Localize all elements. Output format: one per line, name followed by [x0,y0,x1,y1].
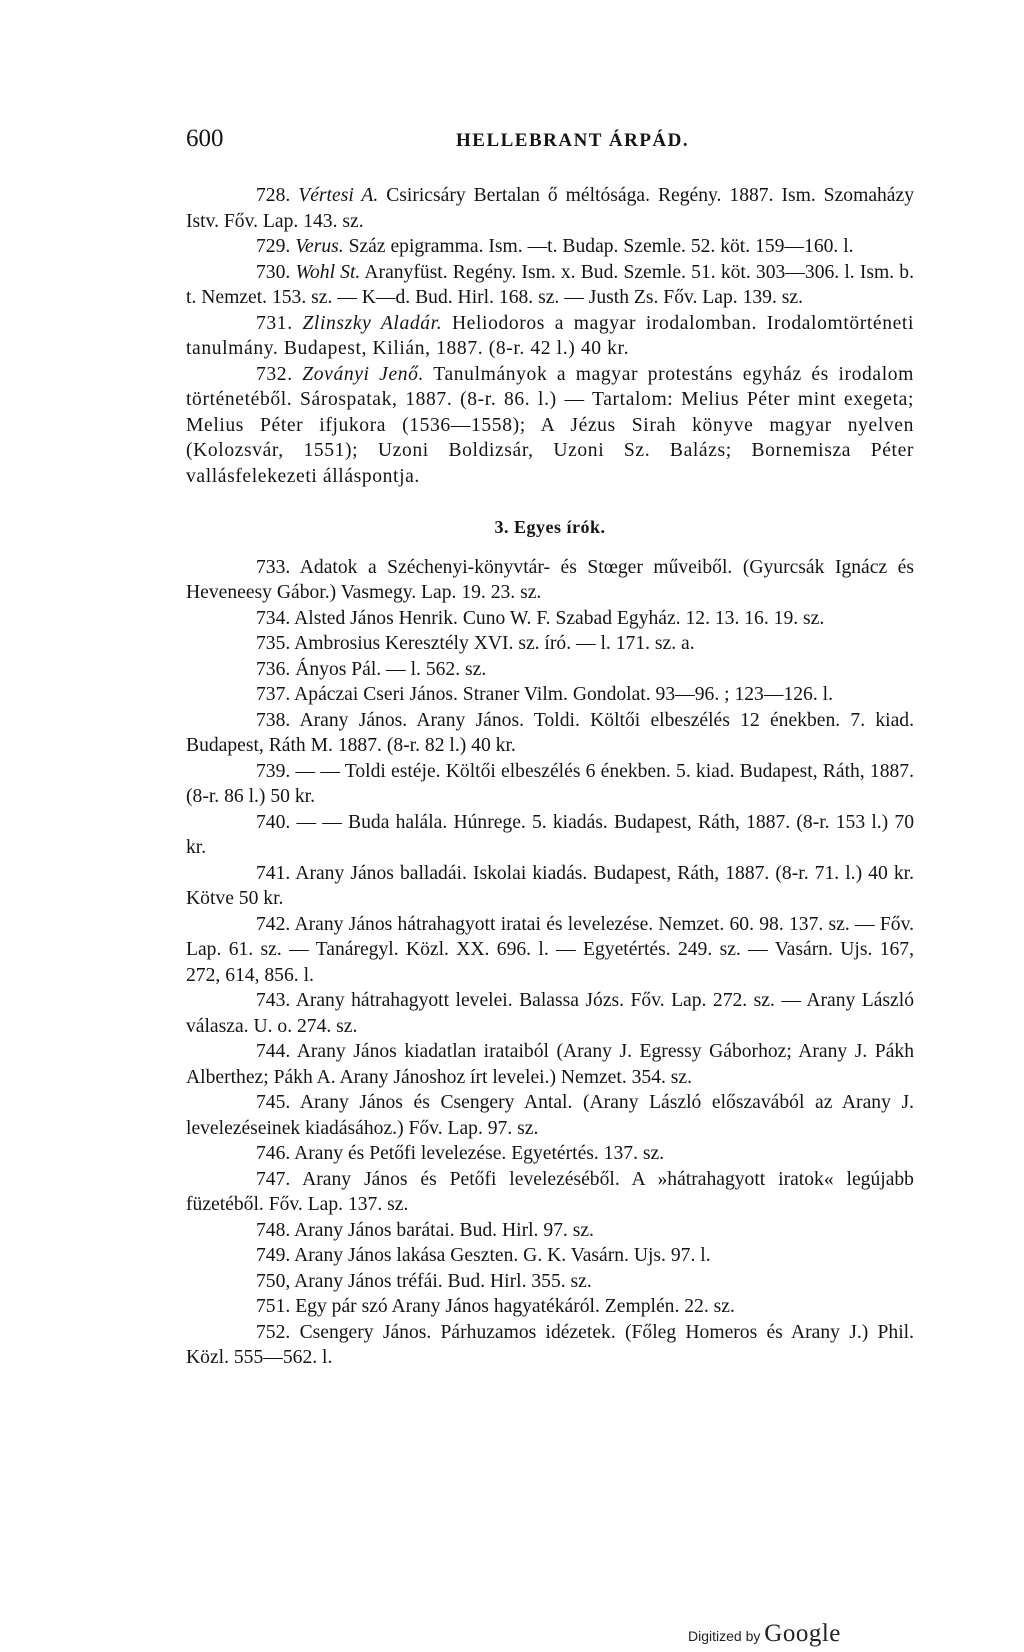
entry-732 [186,362,914,490]
entry-number: 730. [256,261,291,283]
entry-text: — — Buda halála. Húnrege. 5. kiadás. Budapest, Ráth, 1887. (8-r. 153 l.) 70 kr. [186,811,914,858]
entry-text: Csengery János. Párhuzamos idézetek. (Főleg Homeros és Arany J.) Phil. Közl. 555—562. l. [186,1321,914,1368]
entry-number: 743. [256,990,291,1011]
entry-735 [186,631,914,657]
entry-author: Zlinszky Aladár. [302,312,443,334]
entry-number: 747. [256,1168,291,1190]
entry-text: Heliodoros a magyar irodalomban. Irodalomtörténeti tanulmány. Budapest, Kilián, 1887. (8-r. 42 l.) 40 kr. [186,312,915,359]
entry-739 [186,759,914,810]
entry-author: Vértesi A. [298,185,379,206]
entry-740 [186,810,914,861]
entry-text: Arany János balladái. Iskolai kiadás. Budapest, Ráth, 1887. (8-r. 71. l.) 40 kr. Kötve 50 kr. [186,862,914,909]
entry-text: Adatok a Széchenyi-könyvtár- és Stœger műveiből. (Gyurcsák Ignácz és Heveneesy Gábor.) Vasmegy. Lap. 19. 23. sz. [186,556,914,603]
page-header [186,125,886,157]
entry-text: Arany János kiadatlan irataiból (Arany J. Egressy Gáborhoz; Arany J. Pákh Alberthez; Pákh A. Arany Jánoshoz írt levelei.) Nemzet. 354. sz. [186,1041,914,1088]
entry-text: Apáczai Cseri János. Straner Vilm. Gondolat. 93—96. ; 123—126. l. [294,684,833,705]
entry-author: Wohl St. [295,261,361,283]
entry-number: 744. [256,1041,291,1062]
entry-text: Arany hátrahagyott levelei. Balassa Józs. Főv. Lap. 272. sz. — Arany László válasza. U. o. 274. sz. [186,990,914,1037]
entry-number: 752. [256,1321,291,1343]
entry-730 [186,260,914,311]
entry-747 [186,1167,914,1218]
entry-number: 749. [256,1245,291,1266]
entry-text: Arany János hátrahagyott iratai és levelezése. Nemzet. 60. 98. 137. sz. — Főv. Lap. 61. sz. — Tanáregyl. Közl. XX. 696. l. — Egyetértés. 249. sz. — Vasárn. Ujs. 167, 272, 614, 856. l. [186,913,914,986]
entry-text: Arany János lakása Geszten. G. K. Vasárn. Ujs. 97. l. [294,1245,711,1266]
digitization-notice [688,1620,841,1648]
entry-748 [186,1218,914,1244]
entry-729 [186,234,914,260]
entry-text: Csiricsáry Bertalan ő méltósága. Regény. 1887. Ism. Szomaházy Istv. Főv. Lap. 143. sz. [186,185,915,232]
entry-number: 745. [256,1092,291,1113]
entry-text: Alsted János Henrik. Cuno W. F. Szabad Egyház. 12. 13. 16. 19. sz. [294,607,825,629]
entry-number: 733. [256,556,291,578]
entry-737 [186,682,914,708]
entry-731 [186,311,914,362]
entry-text: Tanulmányok a magyar protestáns egyház és irodalom történetéből. Sárospatak, 1887. (8-r. 86. l.) — Tartalom: Melius Péter mint exegeta; Melius Péter ifjukora (1536—1558); A Jézus Sirah könyve magyar nyelven (Kolozsvár, 1551); Uzoni Boldizsár, Uzoni Sz. Balázs; Bornemisza Péter vallásfelekezeti álláspontja. [186,363,914,487]
bibliography-text [186,183,914,1371]
entry-text: Arany János. Arany János. Toldi. Költői elbeszélés 12 énekben. 7. kiad. Budapest, Ráth M. 1887. (8-r. 82 l.) 40 kr. [186,709,914,756]
section-heading: 3. Egyes írók. [494,517,606,537]
entry-number: 739. [256,760,291,782]
entry-750 [186,1269,914,1295]
entry-author: Zoványi Jenő. [302,363,425,385]
entry-text: — — Toldi estéje. Költői elbeszélés 6 énekben. 5. kiad. Budapest, Ráth, 1887. (8-r. 86 l.) 50 kr. [186,760,914,807]
entry-number: 751. [256,1296,291,1317]
running-head: HELLEBRANT ÁRPÁD. [456,130,690,151]
entry-text: Száz epigramma. Ism. —t. Budap. Szemle. 52. köt. 159—160. l. [348,236,854,257]
google-logo: Google [764,1620,841,1647]
entry-752 [186,1320,914,1371]
entry-text: Aranyfüst. Regény. Ism. x. Bud. Szemle. 51. köt. 303—306. l. Ism. b. t. Nemzet. 153. sz. — K—d. Bud. Hirl. 168. sz. — Justh Zs. Főv. Lap. 139. sz. [186,261,914,308]
entry-741 [186,861,914,912]
entry-text: Arany János és Petőfi levelezéséből. A »hátrahagyott iratok« legújabb füzetéből. Főv. Lap. 137. sz. [186,1168,914,1215]
entry-746 [186,1141,914,1167]
entry-number: 734. [256,607,291,629]
entry-number: 732. [256,363,293,385]
entry-728 [186,183,914,234]
entry-number: 738. [256,709,291,731]
entry-number: 740. [256,811,291,833]
entry-text: Arany János tréfái. Bud. Hirl. 355. sz. [294,1270,592,1292]
entry-number: 746. [256,1143,291,1164]
entry-number: 742. [256,913,291,935]
entry-text: Ányos Pál. — l. 562. sz. [295,658,487,680]
entry-text: Ambrosius Keresztély XVI. sz. író. — l. 171. sz. a. [294,633,695,654]
entry-number: 741. [256,862,291,884]
entry-number: 728. [256,185,291,206]
digitized-by-label: Digitized by [688,1628,761,1644]
entry-number: 737. [256,684,291,705]
entry-745 [186,1090,914,1141]
entry-number: 729. [256,236,291,257]
entry-number: 750, [256,1270,291,1292]
entry-number: 748. [256,1219,291,1241]
entry-734 [186,606,914,632]
entry-738 [186,708,914,759]
entry-author: Verus. [295,236,344,257]
entry-749 [186,1243,914,1269]
entry-744 [186,1039,914,1090]
entry-text: Arany és Petőfi levelezése. Egyetértés. 137. sz. [294,1143,665,1164]
page-number: 600 [186,125,224,152]
entry-743 [186,988,914,1039]
entry-text: Egy pár szó Arany János hagyatékáról. Zemplén. 22. sz. [295,1296,735,1317]
entry-733 [186,555,914,606]
entry-text: Arany János és Csengery Antal. (Arany László előszavából az Arany J. levelezéseinek kiadásához.) Főv. Lap. 97. sz. [186,1092,914,1139]
entry-736 [186,657,914,683]
entry-742 [186,912,914,989]
entry-number: 735. [256,633,291,654]
entry-number: 736. [256,658,291,680]
entry-number: 731. [256,312,293,334]
entry-text: Arany János barátai. Bud. Hirl. 97. sz. [294,1219,594,1241]
entry-751 [186,1294,914,1320]
